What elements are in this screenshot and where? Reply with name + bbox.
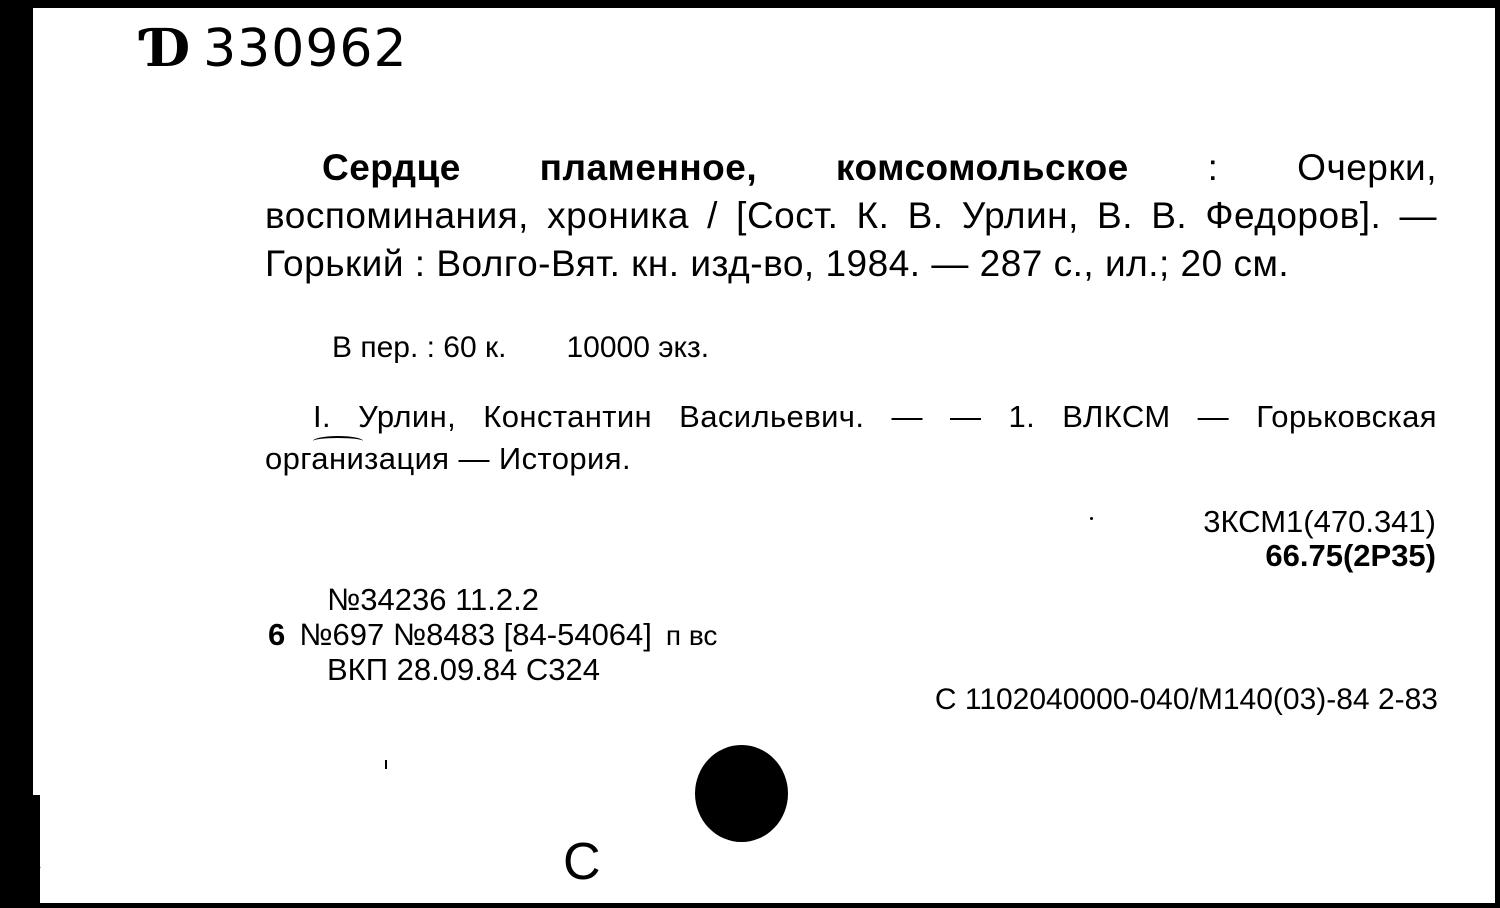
- registration-tail: п вс: [665, 620, 718, 651]
- registration-line-2: [268, 617, 717, 653]
- publisher-code: С 1102040000-040/М140(03)-84 2-83: [934, 683, 1438, 716]
- handwritten-stroke: [313, 436, 363, 446]
- ink-dot: [1090, 517, 1093, 520]
- classification-code-1: 3КСМ1(470.341): [1203, 504, 1436, 539]
- entry-description: : Очерки, воспоминания, хроника / [Сост. К. В. Урлин, В. В. Федоров]. — Горький : Волго-Вят. кн. изд-во, 1984. — 287 с., ил.; 20 см.: [265, 147, 1438, 284]
- punch-hole: [695, 745, 788, 842]
- registration-numbers: №697 №8483 [84-54064]: [299, 617, 652, 652]
- entry-title: Сердце пламенное, комсомольское: [322, 147, 1129, 188]
- catalog-number-value: 330962: [203, 19, 408, 79]
- price-line: [332, 331, 709, 365]
- bottom-letter: С: [563, 833, 601, 891]
- corner-scribble: ℳ: [3, 844, 45, 887]
- catalog-number: [145, 18, 408, 79]
- registration-line-1: №34236 11.2.2: [327, 582, 539, 617]
- card-bottom-edge: [0, 903, 1500, 908]
- print-run: 10000 экз.: [566, 331, 710, 364]
- classification-code-2: 66.75(2Р35): [1265, 538, 1436, 573]
- ink-tick: [385, 760, 387, 769]
- bibliographic-entry: [265, 144, 1437, 288]
- catalog-prefix: Ɗ: [145, 18, 192, 79]
- registration-lead: 6: [268, 617, 286, 652]
- registration-line-3: ВКП 28.09.84 С324: [327, 652, 601, 687]
- price-text: В пер. : 60 к.: [332, 331, 507, 364]
- subject-headings: I. Урлин, Константин Васильевич. — — 1. ВЛКСМ — Горьковская организация — История.: [265, 399, 1437, 476]
